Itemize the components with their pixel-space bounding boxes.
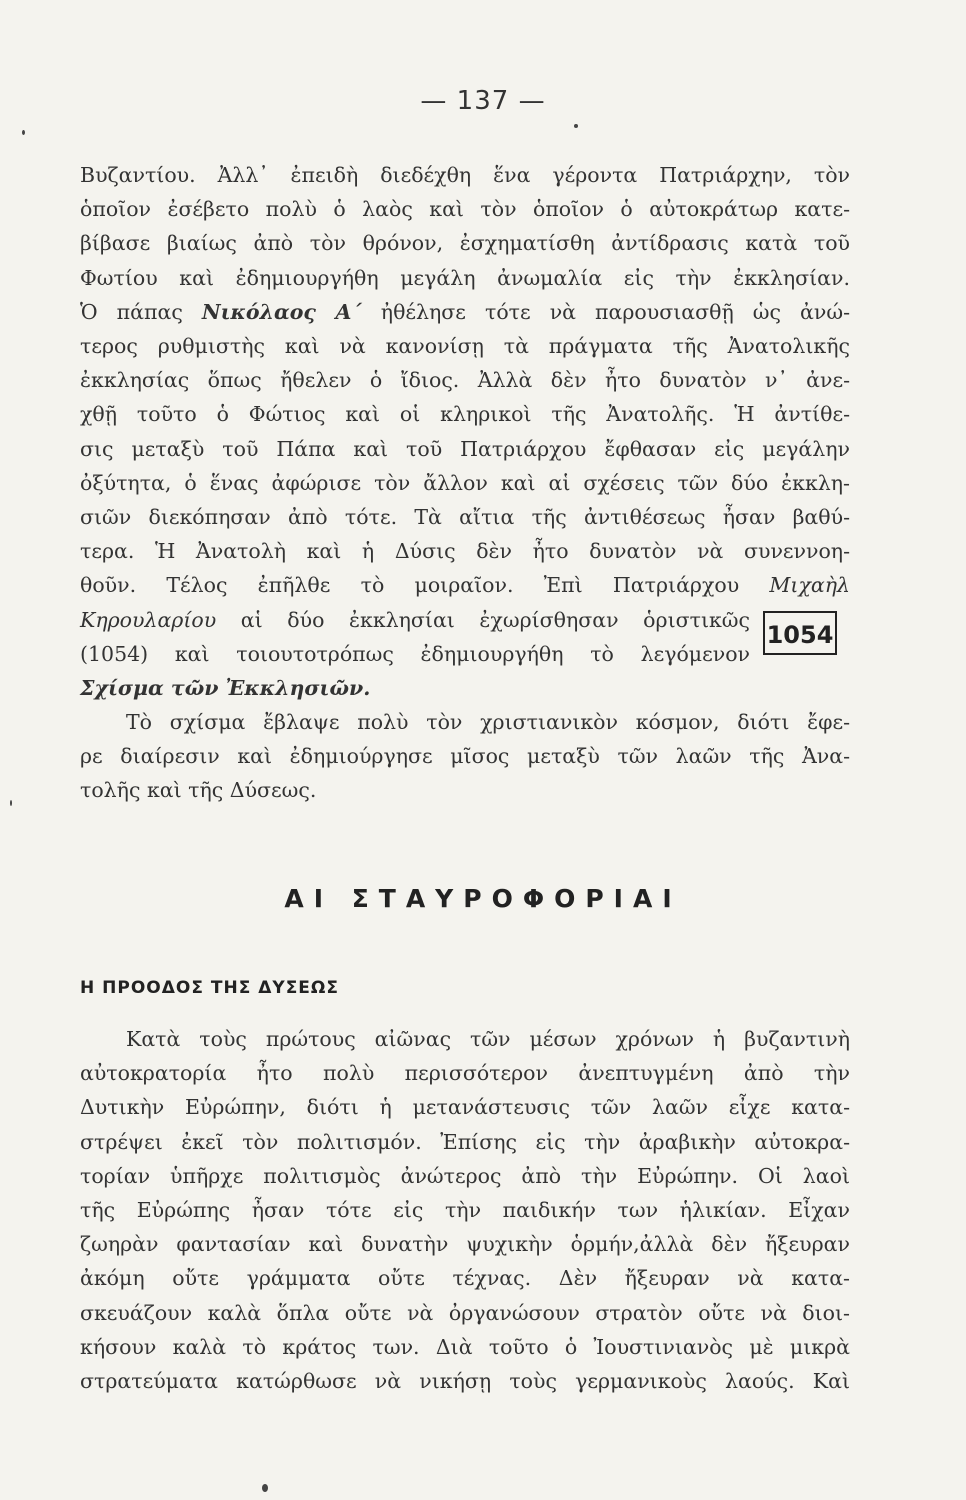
patriarch-surname: Κηρουλαρίου bbox=[80, 607, 217, 632]
text-line: ὁποῖον ἐσέβετο πολὺ ὁ λαὸς καὶ τὸν ὁποῖον ὁ αὐτοκράτωρ κατε- bbox=[80, 197, 850, 222]
print-speck bbox=[262, 1484, 268, 1492]
text-line: τολῆς καὶ τῆς Δύσεως. bbox=[80, 778, 317, 803]
text-line: ζωηρὰν φαντασίαν καὶ δυνατὴν ψυχικὴν ὁρμήν,ἀλλὰ δὲν ἤξευραν bbox=[80, 1232, 850, 1257]
text-line: τερα. Ἡ Ἀνατολὴ καὶ ἡ Δύσις δὲν ἦτο δυνατὸν νὰ συνεννοη- bbox=[80, 539, 850, 564]
text-line: αὐτοκρατορία ἦτο πολὺ περισσότερον ἀνεπτυγμένη ἀπὸ τὴν bbox=[80, 1061, 850, 1086]
text-line bbox=[80, 603, 750, 637]
print-speck bbox=[574, 124, 578, 128]
paragraph-schism bbox=[80, 158, 850, 705]
text-line: ἐκκλησίας ὅπως ἤθελεν ὁ ἴδιος. Ἀλλὰ δὲν ἦτο δυνατὸν ν᾽ ἀνε- bbox=[80, 368, 850, 393]
text-line: στρατεύματα κατώρθωσε νὰ νικήσῃ τοὺς γερμανικοὺς λαούς. Καὶ bbox=[80, 1369, 850, 1394]
section-title: ΑΙ ΣΤΑΥΡΟΦΟΡΙΑΙ bbox=[284, 884, 682, 913]
paragraph-progress-west bbox=[80, 1022, 850, 1398]
text-line: ἀκόμη οὔτε γράμματα οὔτε τέχνας. Δὲν ἤξευραν νὰ κατα- bbox=[80, 1266, 850, 1291]
text-segment: ἠθέλησε τότε νὰ παρουσιασθῇ ὡς ἀνώ- bbox=[361, 299, 851, 324]
text-segment: Ὁ πάπας bbox=[80, 299, 202, 324]
patriarch-name: Μιχαὴλ bbox=[769, 573, 850, 598]
text-line: ὀξύτητα, ὁ ἕνας ἀφώρισε τὸν ἄλλον καὶ αἱ σχέσεις τῶν δύο ἐκκλη- bbox=[80, 470, 850, 495]
text-line: Βυζαντίου. Ἀλλ᾽ ἐπειδὴ διεδέχθη ἕνα γέροντα Πατριάρχην, τὸν bbox=[80, 163, 850, 187]
text-line: σκευάζουν καλὰ ὅπλα οὔτε νὰ ὀργανώσουν στρατὸν οὔτε νὰ διοι- bbox=[80, 1300, 850, 1325]
text-line: στρέψει ἐκεῖ τὸν πολιτισμόν. Ἐπίσης εἰς τὴν ἀραβικὴν αὐτοκρα- bbox=[80, 1129, 850, 1154]
text-line: Δυτικὴν Εὐρώπην, διότι ἡ μετανάστευσις τῶν λαῶν εἶχε κατα- bbox=[80, 1095, 850, 1120]
schism-term: Σχίσμα τῶν Ἐκκλησιῶν. bbox=[80, 676, 371, 701]
text-line bbox=[80, 295, 850, 329]
text-line: τῆς Εὐρώπης ἦσαν τότε εἰς τὴν παιδικήν των ἡλικίαν. Εἶχαν bbox=[80, 1198, 850, 1223]
text-line: Φωτίου καὶ ἐδημιουργήθη μεγάλη ἀνωμαλία εἰς τὴν ἐκκλησίαν. bbox=[80, 265, 850, 290]
text-segment: θοῦν. Τέλος ἐπῆλθε τὸ μοιραῖον. Ἐπὶ Πατριάρχου bbox=[80, 573, 770, 598]
text-line: τερος ρυθμιστὴς καὶ νὰ κανονίσῃ τὰ πράγματα τῆς Ἀνατολικῆς bbox=[80, 334, 850, 359]
text-line: Τὸ σχίσμα ἔβλαψε πολὺ τὸν χριστιανικὸν κόσμον, διότι ἔφε- bbox=[126, 710, 850, 734]
text-line: σις μεταξὺ τοῦ Πάπα καὶ τοῦ Πατριάρχου ἔφθασαν εἰς μεγάλην bbox=[80, 436, 850, 461]
text-line: σιῶν διεκόπησαν ἀπὸ τότε. Τὰ αἴτια τῆς ἀντιθέσεως ἦσαν βαθύ- bbox=[80, 505, 850, 530]
text-line bbox=[80, 568, 850, 602]
print-speck bbox=[10, 800, 12, 806]
paragraph-schism-effects bbox=[80, 705, 850, 808]
print-speck bbox=[22, 130, 25, 135]
text-line: Κατὰ τοὺς πρώτους αἰῶνας τῶν μέσων χρόνων ἡ βυζαντινὴ bbox=[126, 1027, 850, 1051]
text-segment: αἱ δύο ἐκκλησίαι ἐχωρίσθησαν ὁριστικῶς bbox=[216, 607, 750, 632]
margin-year-note: 1054 bbox=[763, 611, 837, 655]
subsection-title: Η ΠΡΟΟΔΟΣ ΤΗΣ ΔΥΣΕΩΣ bbox=[80, 978, 339, 998]
page-number: — 137 — bbox=[420, 86, 546, 116]
text-line: τορίαν ὑπῆρχε πολιτισμὸς ἀνώτερος ἀπὸ τὴν Εὐρώπην. Οἱ λαοὶ bbox=[80, 1163, 850, 1188]
pope-name: Νικόλαος Α΄ bbox=[201, 299, 362, 324]
text-line: ρε διαίρεσιν καὶ ἐδημιούργησε μῖσος μεταξὺ τῶν λαῶν τῆς Ἀνα- bbox=[80, 744, 850, 769]
text-line: κήσουν καλὰ τὸ κράτος των. Διὰ τοῦτο ὁ Ἰουστινιανὸς μὲ μικρὰ bbox=[80, 1334, 850, 1359]
text-line: (1054) καὶ τοιουτοτρόπως ἐδημιουργήθη τὸ λεγόμενον bbox=[80, 641, 750, 666]
text-line: βίβασε βιαίως ἀπὸ τὸν θρόνον, ἐσχηματίσθη ἀντίδρασις κατὰ τοῦ bbox=[80, 231, 850, 256]
text-line: χθῇ τοῦτο ὁ Φώτιος καὶ οἱ κληρικοὶ τῆς Ἀνατολῆς. Ἡ ἀντίθε- bbox=[80, 402, 850, 427]
